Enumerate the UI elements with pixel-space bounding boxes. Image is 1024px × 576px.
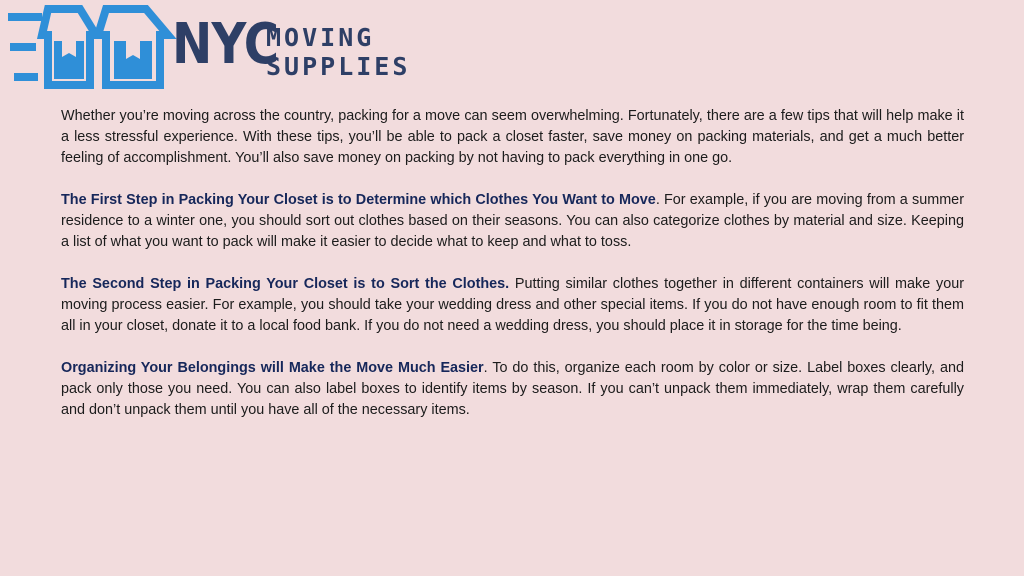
- section-paragraph-3: [61, 358, 964, 421]
- section-paragraph-1: [61, 190, 964, 253]
- brand-name-moving: MOVING: [266, 23, 375, 52]
- section-paragraph-2: [61, 274, 964, 337]
- moving-boxes-icon: [8, 5, 180, 89]
- section-body-1: . For example, if you are moving from a summer residence to a winter one, you should sort out clothes based on their seasons. You can also categorize clothes by material and size. Keeping a list of what you want to pack will make it easier to decide what to keep and what to toss.: [61, 192, 964, 250]
- section-body-2: Putting similar clothes together in different containers will make your moving process easier. For example, you should take your wedding dress and other special items. If you do not have enough room to fit them all in your closet, donate it to a local food bank. If you do not need a wedding dress, you should place it in storage for the time being.: [61, 276, 964, 334]
- intro-paragraph: Whether you’re moving across the country, packing for a move can seem overwhelming. Fortunately, there are a few tips that will help make it a less stressful experience. With these tips, you’ll be able to pack a closet faster, save money on packing materials, and get a much better feeling of accomplishment. You’ll also save money on packing by not having to pack everything in one go.: [61, 108, 964, 166]
- article-body: [61, 106, 964, 442]
- section-heading-1: The First Step in Packing Your Closet is to Determine which Clothes You Want to Move: [61, 192, 656, 208]
- site-header: [0, 0, 420, 92]
- section-heading-3: Organizing Your Belongings will Make the Move Much Easier: [61, 360, 484, 376]
- brand-name-nyc: NYC: [172, 12, 279, 77]
- brand-name-supplies: SUPPLIES: [266, 52, 411, 81]
- section-heading-2: The Second Step in Packing Your Closet is to Sort the Clothes.: [61, 276, 510, 292]
- section-body-3: . To do this, organize each room by color or size. Label boxes clearly, and pack only those you need. You can also label boxes to identify items by season. If you can’t unpack them immediately, wrap them carefully and don’t unpack them until you have all of the necessary items.: [61, 360, 964, 418]
